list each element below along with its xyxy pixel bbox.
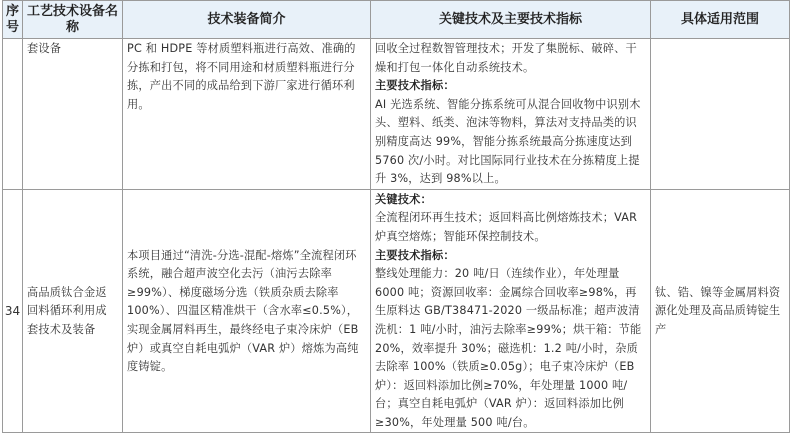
row1-name: 套设备 [23, 39, 123, 190]
table-row [3, 39, 790, 190]
header-key-tech: 关键技术及主要技术指标 [371, 1, 651, 39]
header-scope: 具体适用范围 [651, 1, 790, 39]
row2-number: 34 [3, 189, 23, 433]
row2-intro: 本项目通过“清洗-分选-混配-熔炼”全流程闭环系统，融合超声波空化去污（油污去除率≥99%）、梯度磁场分选（铁质杂质去除率 100%）、四温区精准烘干（含水率≤0.5%），实现金属屑料再生，最终经电子束冷床炉（EB 炉）或真空自耗电弧炉（VAR 炉）熔炼为高纯度铸锭。 [123, 189, 371, 433]
header-intro: 技术装备简介 [123, 1, 371, 39]
row1-key-tech [371, 39, 651, 190]
row2-key-tech-text: 全流程闭环再生技术；返回料高比例熔炼技术；VAR 炉真空熔炼；智能环保控制技术。 [375, 211, 638, 243]
row2-key-tech [371, 189, 651, 433]
row1-indicator-title: 主要技术指标： [375, 79, 455, 93]
header-number: 序号 [3, 1, 23, 39]
technology-table [2, 0, 790, 433]
row2-name: 高品质钛合金返回料循环利用成套技术及装备 [23, 189, 123, 433]
row2-indicators: 整线处理能力：20 吨/日（连续作业），年处理量 6000 吨；资源回收率：金属综合回收率≥98%，再生原料达 GB/T38471-2020 一级品标准；超声波清洗机：1 吨/小时，油污去除率≥99%；烘干箱：节能 20%，效率提升 30%；磁选机：1.2 吨/小时，杂质去除率 100%（铁质≥0.05g）；电子束冷床炉（EB 炉）：返回料添加比例≥70%，年处理量 1000 吨/台；真空自耗电弧炉（VAR 炉）：返回料添加比例≥30%，年处理量 500 吨/台。 [375, 267, 642, 429]
row1-number [3, 39, 23, 190]
table-row [3, 189, 790, 433]
row2-scope: 钛、锆、镍等金属屑料资源化处理及高品质铸锭生产 [651, 189, 790, 433]
row1-intro: PC 和 HDPE 等材质塑料瓶进行高效、准确的分拣和打包，将不同用途和材质塑料瓶进行分拣，产出不同的成品给到下游厂家进行循环利用。 [123, 39, 371, 190]
header-row [3, 1, 790, 39]
row1-key-tech-text: 回收全过程数智管理技术；开发了集脱标、破碎、干燥和打包一体化自动系统技术。 [375, 42, 637, 74]
row1-indicators: AI 光选系统、智能分拣系统可从混合回收物中识别木头、塑料、纸类、泡沫等物料，算法对支持品类的识别精度高达 99%，智能分拣系统最高分拣速度达到 5760 次/小时。对比国际同行业技术在分拣精度上提升 3%，达到 98%以上。 [375, 97, 641, 186]
header-equipment-name: 工艺技术设备名称 [23, 1, 123, 39]
row2-key-title: 关键技术： [375, 192, 432, 206]
row2-indicator-title: 主要技术指标： [375, 248, 455, 262]
row1-scope [651, 39, 790, 190]
